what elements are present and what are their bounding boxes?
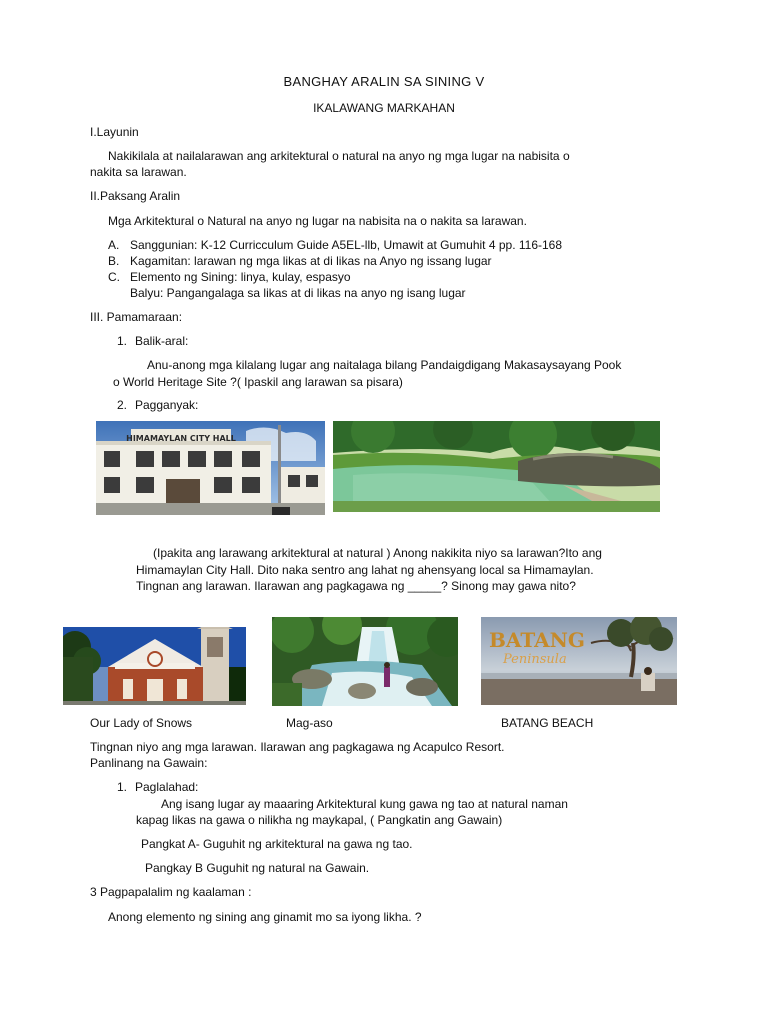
beach-photo bbox=[481, 617, 677, 705]
list-marker-b: B. bbox=[108, 254, 120, 268]
group-a-text: Pangkat A- Guguhit ng arkitektural na gawa ng tao. bbox=[141, 837, 413, 851]
city-hall-sign: HIMAMAYLAN CITY HALL bbox=[126, 434, 236, 443]
section-heading-pamamaraan: III. Pamamaraan: bbox=[90, 310, 183, 324]
paglalahad-text-line1: Ang isang lugar ay maaaring Arkitektural kung gawa ng tao at natural naman bbox=[161, 797, 568, 811]
paragraph2-line2: Panlinang na Gawain: bbox=[90, 756, 208, 770]
pagganyak-text-line1: (Ipakita ang larawang arkitektural at natural ) Anong nakikita niyo sa larawan?Ito ang bbox=[153, 546, 602, 560]
church-photo bbox=[63, 627, 246, 705]
step-marker-2: 2. bbox=[117, 398, 128, 412]
step-label-pagganyak: Pagganyak: bbox=[135, 398, 199, 412]
paragraph2-line1: Tingnan niyo ang mga larawan. Ilarawan ang pagkagawa ng Acapulco Resort. bbox=[90, 740, 505, 754]
document-subtitle: IKALAWANG MARKAHAN bbox=[313, 101, 455, 115]
list-marker-c: C. bbox=[108, 270, 120, 284]
caption-mag-aso: Mag-aso bbox=[286, 716, 333, 730]
group-b-text: Pangkay B Guguhit ng natural na Gawain. bbox=[145, 861, 370, 875]
section-heading-paksang-aralin: II.Paksang Aralin bbox=[90, 189, 181, 203]
section-heading-pagpapalalim: 3 Pagpapalalim ng kaalaman : bbox=[90, 885, 252, 899]
step-marker-paglalahad: 1. bbox=[117, 780, 128, 794]
layunin-text-line1: Nakikilala at nailalarawan ang arkitektural o natural na anyo ng mga lugar na nabisita o bbox=[108, 149, 570, 163]
waterfall-photo bbox=[272, 617, 458, 706]
pagpapalalim-text: Anong elemento ng sining ang ginamit mo sa iyong likha. ? bbox=[108, 910, 422, 924]
list-item-elemento: Elemento ng Sining: linya, kulay, espasyo bbox=[130, 270, 351, 284]
step-marker-1: 1. bbox=[117, 334, 128, 348]
layunin-text-line2: nakita sa larawan. bbox=[90, 165, 187, 179]
caption-our-lady-of-snows: Our Lady of Snows bbox=[90, 716, 193, 730]
document-title: BANGHAY ARALIN SA SINING V bbox=[283, 74, 485, 89]
step-label-paglalahad: Paglalahad: bbox=[135, 780, 199, 794]
pagganyak-text-line2: Himamaylan City Hall. Dito naka sentro ang lahat ng ahensyang local sa Himamaylan. bbox=[136, 563, 594, 577]
list-item-balyu: Balyu: Pangangalaga sa likas at di likas na anyo ng isang lugar bbox=[130, 286, 466, 300]
paksang-aralin-text: Mga Arkitektural o Natural na anyo ng lugar na nabisita na o nakita sa larawan. bbox=[108, 214, 527, 228]
pagganyak-text-line3: Tingnan ang larawan. Ilarawan ang pagkagawa ng _____? Sinong may gawa nito? bbox=[136, 579, 576, 593]
caption-batang-beach: BATANG BEACH bbox=[501, 716, 594, 730]
batang-title: BATANG bbox=[489, 628, 585, 652]
spring-pool-photo bbox=[333, 421, 660, 512]
balik-aral-text-line1: Anu-anong mga kilalang lugar ang naitalaga bilang Pandaigdigang Makasaysayang Pook bbox=[147, 358, 622, 372]
city-hall-photo bbox=[96, 421, 325, 515]
batang-subtitle: Peninsula bbox=[503, 652, 567, 667]
section-heading-layunin: I.Layunin bbox=[90, 125, 139, 139]
list-item-kagamitan: Kagamitan: larawan ng mga likas at di likas na Anyo ng issang lugar bbox=[130, 254, 492, 268]
balik-aral-text-line2: o World Heritage Site ?( Ipaskil ang larawan sa pisara) bbox=[113, 375, 403, 389]
step-label-balik-aral: Balik-aral: bbox=[135, 334, 189, 348]
list-item-sanggunian: Sanggunian: K-12 Curricculum Guide A5EL-llb, Umawit at Gumuhit 4 pp. 116-168 bbox=[130, 238, 563, 252]
list-marker-a: A. bbox=[108, 238, 120, 252]
paglalahad-text-line2: kapag likas na gawa o nilikha ng maykapal, ( Pangkatin ang Gawain) bbox=[136, 813, 503, 827]
